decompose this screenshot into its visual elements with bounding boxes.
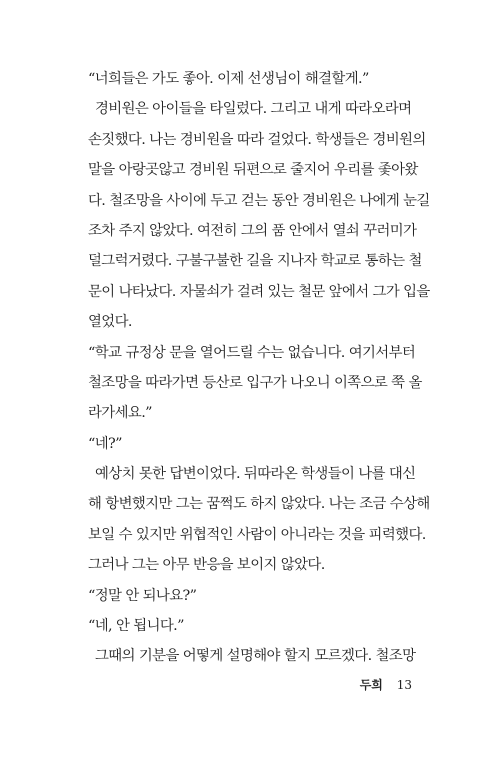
text-line: 덜그럭거렸다. 구불구불한 길을 지나자 학교로 통하는 철: [88, 253, 422, 270]
text-line: 보일 수 있지만 위협적인 사람이 아니라는 것을 피력했다.: [88, 526, 426, 543]
page-footer: [360, 676, 412, 693]
text-line: 말을 아랑곳않고 경비원 뒤편으로 줄지어 우리를 좇아왔: [88, 162, 418, 179]
text-line: “정말 안 되나요?”: [88, 587, 197, 604]
text-line: “네, 안 됩니다.”: [88, 618, 184, 635]
page-number: 13: [396, 678, 412, 692]
text-line: “학교 규정상 문을 열어드릴 수는 없습니다. 여기서부터: [88, 344, 416, 361]
text-line: 경비원은 아이들을 타일렀다. 그리고 내게 따라오라며: [95, 101, 412, 118]
body-text: [88, 64, 428, 672]
text-line: 그러나 그는 아무 반응을 보이지 않았다.: [88, 557, 325, 574]
text-line: 손짓했다. 나는 경비원을 따라 걸었다. 학생들은 경비원의: [88, 131, 426, 148]
text-line: “네?”: [88, 435, 122, 452]
text-line: 다. 철조망을 사이에 두고 걷는 동안 경비원은 나에게 눈길: [88, 192, 430, 209]
text-line: 라가세요.”: [88, 405, 152, 422]
text-line: 그때의 기분을 어떻게 설명해야 할지 모르겠다. 철조망: [95, 648, 416, 665]
text-line: 조차 주지 않았다. 여전히 그의 품 안에서 열쇠 꾸러미가: [88, 222, 417, 239]
text-line: “너희들은 가도 좋아. 이제 선생님이 해결할게.”: [88, 71, 369, 87]
text-line: 해 항변했지만 그는 꿈쩍도 하지 않았다. 나는 조금 수상해: [88, 496, 430, 513]
text-line: 철조망을 따라가면 등산로 입구가 나오니 이쪽으로 쭉 올: [88, 374, 422, 391]
text-line: 문이 나타났다. 자물쇠가 걸려 있는 철문 앞에서 그가 입을: [88, 283, 430, 300]
text-line: 열었다.: [88, 314, 132, 331]
text-line: 예상치 못한 답변이었다. 뒤따라온 학생들이 나를 대신: [95, 466, 416, 483]
chapter-title: 두희: [359, 678, 383, 692]
